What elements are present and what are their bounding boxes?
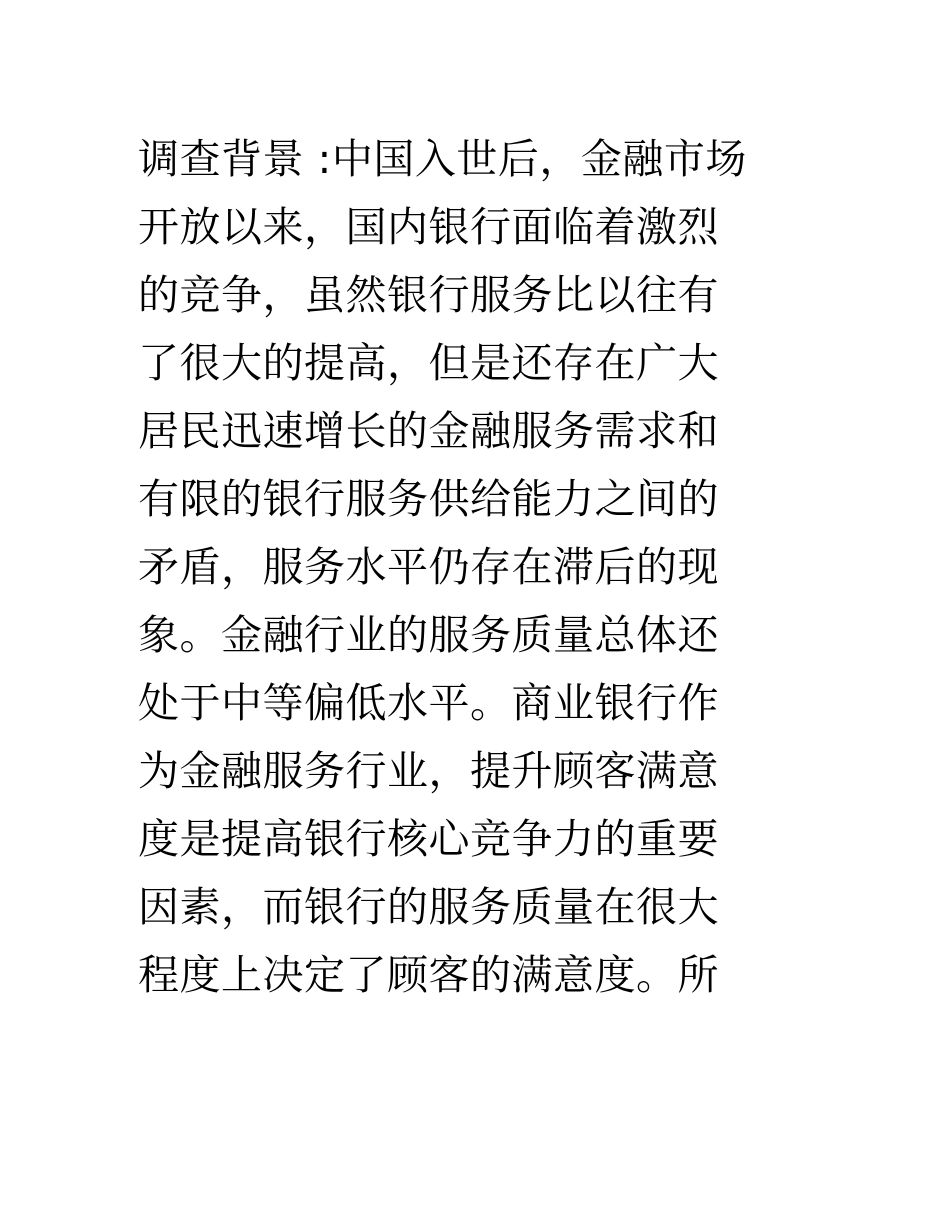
- paragraph-line-11: 度是提高银行核心竞争力的重要: [138, 815, 719, 863]
- paragraph-line-13: 程度上决定了顾客的满意度。所: [138, 951, 719, 999]
- paragraph-line-2: 开放以来，国内银行面临着激烈: [138, 203, 719, 251]
- paragraph-line-12: 因素，而银行的服务质量在很大: [138, 883, 719, 931]
- paragraph-line-7: 矛盾，服务水平仍存在滞后的现: [138, 543, 719, 591]
- paragraph-line-4: 了很大的提高，但是还存在广大: [138, 339, 719, 387]
- body-paragraph: [138, 125, 818, 1009]
- paragraph-line-8: 象。金融行业的服务质量总体还: [138, 611, 719, 659]
- paragraph-line-10: 为金融服务行业，提升顾客满意: [138, 747, 719, 795]
- paragraph-line-1: 调查背景 :中国入世后，金融市场: [138, 135, 747, 183]
- paragraph-line-3: 的竞争，虽然银行服务比以往有: [138, 271, 719, 319]
- paragraph-line-6: 有限的银行服务供给能力之间的: [138, 475, 719, 523]
- paragraph-line-9: 处于中等偏低水平。商业银行作: [138, 679, 719, 727]
- paragraph-line-5: 居民迅速增长的金融服务需求和: [138, 407, 719, 455]
